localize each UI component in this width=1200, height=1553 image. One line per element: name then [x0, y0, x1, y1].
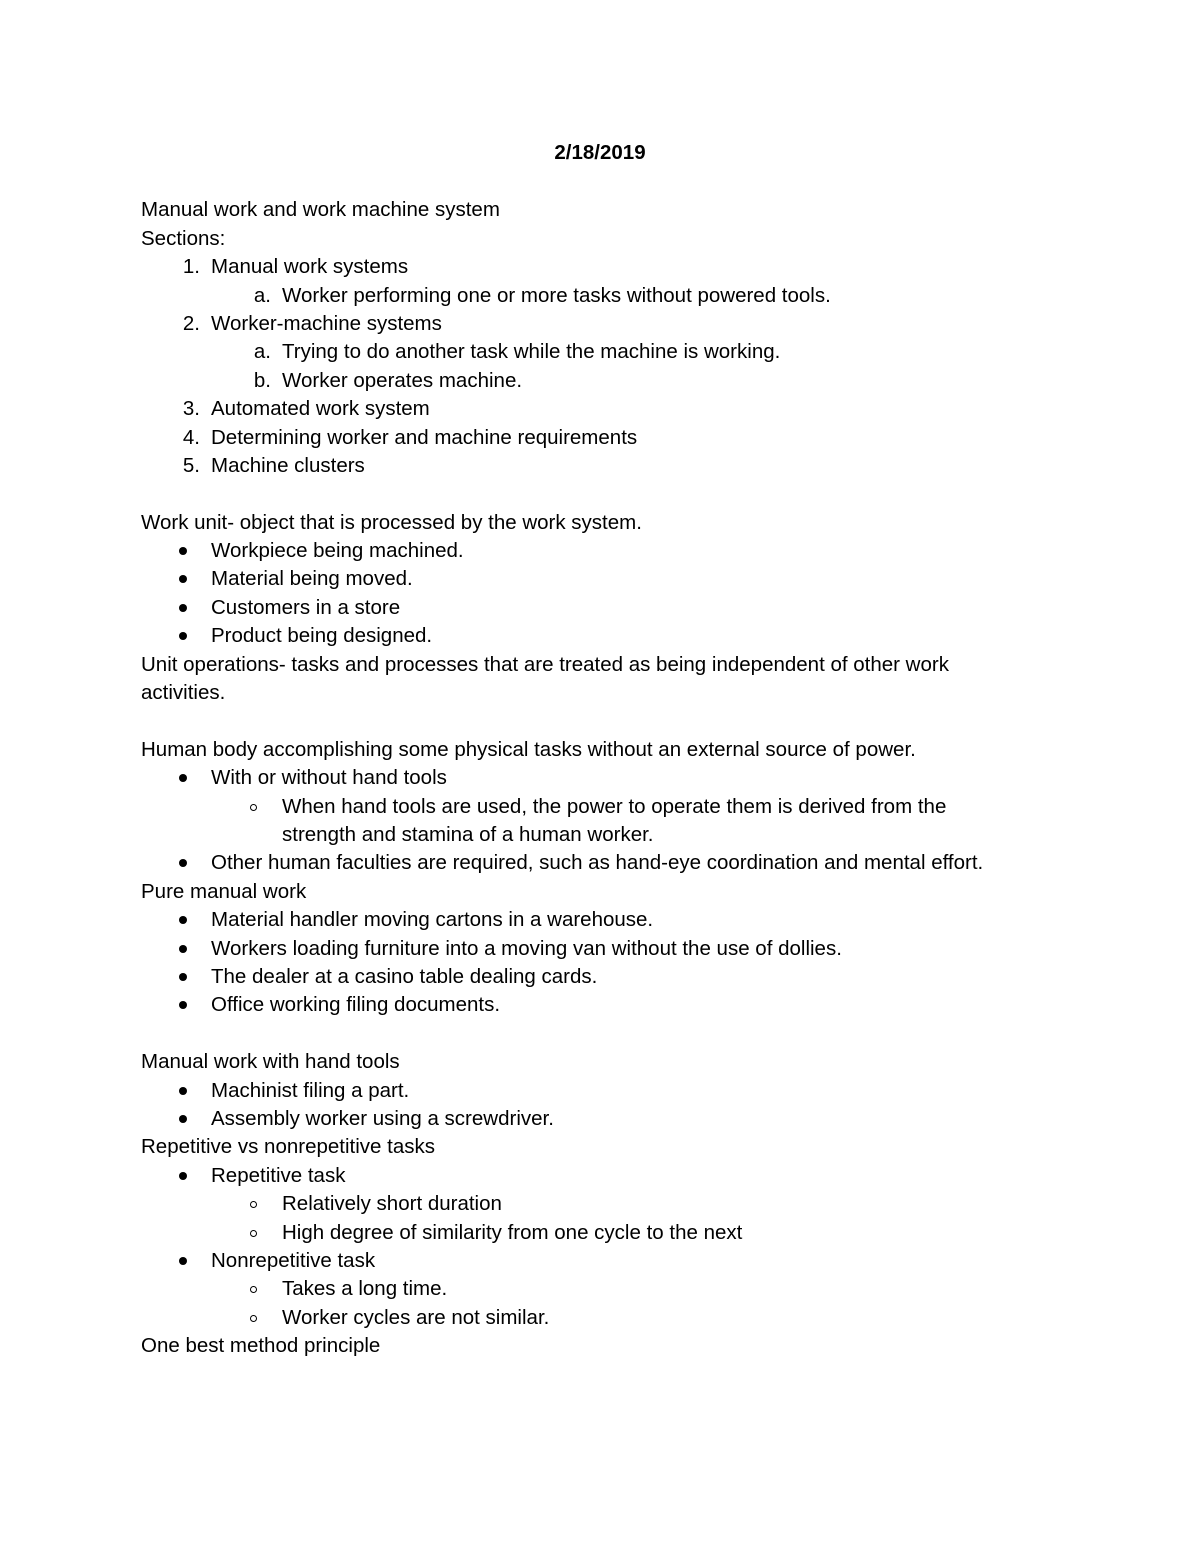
- bullet-icon: [179, 916, 187, 924]
- bullet-item: Material being moved.: [141, 565, 1041, 593]
- document-body: [141, 139, 1041, 1360]
- bullet-item: The dealer at a casino table dealing cards.: [141, 963, 1041, 991]
- list-item: 2. Worker-machine systems: [182, 311, 442, 335]
- list-item: 3. Automated work system: [182, 397, 430, 421]
- bullet-icon: [179, 1172, 187, 1180]
- blank-line: [141, 480, 1041, 508]
- sub-bullet-item: Relatively short duration: [141, 1190, 1041, 1218]
- bullet-icon: [179, 604, 187, 612]
- bullet-item: Workers loading furniture into a moving van without the use of dollies.: [141, 935, 1041, 963]
- heading-repetitive: Repetitive vs nonrepetitive tasks: [141, 1135, 435, 1159]
- hollow-bullet-icon: [250, 1201, 257, 1208]
- bullet-item: Product being designed.: [141, 622, 1041, 650]
- hollow-bullet-icon: [250, 1286, 257, 1293]
- blank-line: [141, 707, 1041, 735]
- bullet-icon: [179, 632, 187, 640]
- bullet-icon: [179, 575, 187, 583]
- bullet-item: Office working filing documents.: [141, 991, 1041, 1019]
- sub-bullet-item: High degree of similarity from one cycle to the next: [141, 1219, 1041, 1247]
- sub-bullet-item: Takes a long time.: [141, 1275, 1041, 1303]
- sub-bullet-item: Worker cycles are not similar.: [141, 1304, 1041, 1332]
- hollow-bullet-icon: [250, 1315, 257, 1322]
- bullet-icon: [179, 774, 187, 782]
- bullet-icon: [179, 859, 187, 867]
- heading-human-body: Human body accomplishing some physical tasks without an external source of power.: [141, 737, 916, 761]
- heading-hand-tools: Manual work with hand tools: [141, 1050, 400, 1074]
- bullet-item: Assembly worker using a screwdriver.: [141, 1105, 1041, 1133]
- bullet-item: Customers in a store: [141, 594, 1041, 622]
- bullet-icon: [179, 1115, 187, 1123]
- heading-pure-manual: Pure manual work: [141, 879, 307, 903]
- list-item: b. Worker operates machine.: [253, 368, 523, 392]
- bullet-item: With or without hand tools: [141, 764, 1041, 792]
- list-item: 4. Determining worker and machine requirements: [182, 425, 638, 449]
- bullet-item: Machinist filing a part.: [141, 1077, 1041, 1105]
- bullet-icon: [179, 1087, 187, 1095]
- hollow-bullet-icon: [250, 1230, 257, 1237]
- sub-bullet-item: When hand tools are used, the power to operate them is derived from the strength and stamina of a human worker.: [141, 793, 1041, 850]
- heading-manual-work: Manual work and work machine system: [141, 198, 500, 222]
- bullet-item: Repetitive task: [141, 1162, 1041, 1190]
- bullet-icon: [179, 1001, 187, 1009]
- bullet-item: Other human faculties are required, such as hand-eye coordination and mental effort.: [141, 849, 1041, 877]
- list-item: a. Trying to do another task while the machine is working.: [253, 340, 781, 364]
- bullet-item: Workpiece being machined.: [141, 537, 1041, 565]
- blank-line: [141, 1020, 1041, 1048]
- document-date: 2/18/2019: [554, 141, 646, 164]
- list-item: a. Worker performing one or more tasks without powered tools.: [253, 283, 831, 307]
- bullet-item: Material handler moving cartons in a warehouse.: [141, 906, 1041, 934]
- bullet-icon: [179, 973, 187, 981]
- bullet-item: Nonrepetitive task: [141, 1247, 1041, 1275]
- hollow-bullet-icon: [250, 804, 257, 811]
- sections-label: Sections:: [141, 226, 226, 250]
- list-item: 5. Machine clusters: [182, 453, 365, 477]
- bullet-icon: [179, 945, 187, 953]
- paragraph-unit-operations: Unit operations- tasks and processes that are treated as being independent of other work activities.: [141, 652, 949, 705]
- heading-one-best-method: One best method principle: [141, 1334, 381, 1358]
- list-item: 1. Manual work systems: [182, 255, 409, 279]
- bullet-icon: [179, 1257, 187, 1265]
- heading-work-unit: Work unit- object that is processed by the work system.: [141, 510, 642, 534]
- bullet-icon: [179, 547, 187, 555]
